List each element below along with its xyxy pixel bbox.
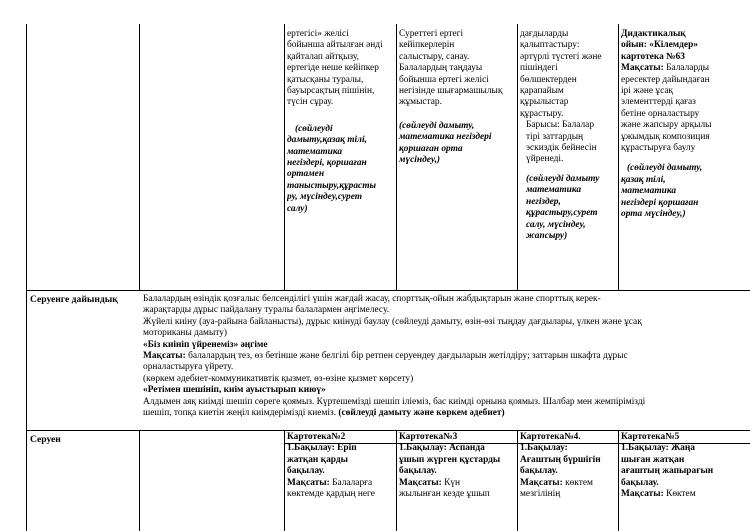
- text-line: тірі заттардың: [526, 131, 584, 142]
- col-border-4: [396, 24, 397, 290]
- walk-card-3: [520, 432, 617, 500]
- row-divider-1: [26, 290, 750, 291]
- row-label-walk-prep: Серуенге дайындық: [30, 294, 118, 305]
- observation-line: бақылау.: [399, 466, 437, 477]
- conversation-title: «Біз киініп үйренеміз» әңгіме: [143, 339, 268, 350]
- text-line: салыстыру, санау.: [399, 51, 470, 62]
- observation-line: бақылау.: [621, 477, 659, 488]
- text-line: құрастыруға баулу: [621, 143, 696, 154]
- text-line: қатысқаны туралы,: [287, 74, 364, 85]
- subject-note: мүсіндеу,): [399, 155, 441, 166]
- subject-note: ру, мүсіндеу,сурет: [287, 192, 363, 203]
- text-line: Суреттегі ертегі: [399, 29, 464, 39]
- subject-note: негіздері қоршаған: [621, 197, 699, 208]
- text-line: Жүйелі киіну (ауа-райына байланысты), дұрыс киінуді баулау (сөйлеуді дамыту, өзін-өзі тыңдау дағдылары, үлкен және ұсақ: [143, 316, 642, 327]
- subject-note: математика: [287, 146, 343, 157]
- text-line: Балаларды: [663, 63, 710, 74]
- observation-line: жатқан қарды: [287, 454, 348, 465]
- text-line: мезгілінің: [520, 489, 561, 500]
- text-line: құрастыру.: [520, 108, 564, 119]
- subject-note: негіздер,: [526, 196, 561, 207]
- text-line: ірі және ұсақ: [621, 86, 674, 97]
- walk-card-4: [621, 432, 749, 500]
- subject-note: математика: [621, 186, 677, 197]
- row-label-walk: Серуен: [30, 434, 61, 445]
- row-divider-2: [26, 430, 750, 431]
- text-line: көктем: [562, 477, 593, 488]
- text-line: ұжымдық композиция: [621, 131, 710, 142]
- text-line: жылынған кезде ұшып: [399, 489, 490, 500]
- text-line: Барысы: Балалар: [526, 120, 595, 131]
- subject-note: құрастыру,сурет: [526, 208, 598, 219]
- text-line: қайталап айтқызу,: [287, 51, 359, 62]
- text-line: Балалардың өзіндік қозғалыс белсенділігі үшін жағдай жасау, спорттық-ойын жабдықтарын және спорттық керек-: [143, 294, 601, 304]
- text-line: элементтерді қағаз: [621, 97, 696, 108]
- text-line: құрылыстар: [520, 97, 569, 108]
- walk-card-1: [287, 432, 395, 500]
- col-border-6-walk: [618, 430, 619, 531]
- col-border-label-walk: [139, 430, 140, 531]
- subject-note: (сөйлеуді дамыту,: [627, 163, 703, 174]
- text-line: (көркем әдебиет-коммуникативтік қызмет, өз-өзіне қызмет көрсету): [143, 373, 414, 384]
- text-line: моториканы дамыту): [143, 328, 228, 339]
- subject-note: математика: [526, 185, 582, 196]
- col-border-label: [139, 24, 140, 290]
- subject-note: ортамен: [287, 169, 325, 180]
- text-line: балалардың тез, өз бетінше және белгілі бір ретпен серуендеу дағдыларын жетілдіру; заттарын шкафта дұрыс: [185, 351, 628, 362]
- text-line: бойынша айтылған әнді: [287, 40, 383, 51]
- observation-line: Ағаштың бүршігін: [520, 454, 601, 465]
- subject-note: қазақ тілі,: [621, 174, 666, 185]
- observation-line: бақылау.: [520, 466, 558, 477]
- subject-note: салу): [287, 203, 308, 214]
- subject-note: салу, мүсіндеу,: [526, 219, 586, 230]
- text-line: Көктем: [663, 489, 696, 500]
- subject-note: (сөйлеуді дамыту: [526, 173, 600, 184]
- subject-note: орта мүсіндеу,): [621, 209, 686, 220]
- activity-title: «Ретімен шешініп, киім ауыстырып киюү»: [143, 385, 326, 396]
- text-line: ертегіде неше кейіпкер: [287, 63, 379, 74]
- text-line: бауырсақтың пішінін,: [287, 86, 375, 97]
- walk-card-2: [399, 432, 516, 500]
- card-title: Картотека№5: [621, 432, 680, 442]
- top-col6-cell: [621, 29, 749, 221]
- observation-line: бақылау.: [287, 466, 325, 477]
- game-title: Дидактикалық: [621, 29, 686, 39]
- text-line: бетіне орналастыру: [621, 108, 700, 119]
- observation-line: ұшып жүрген құстарды: [399, 454, 501, 465]
- subject-note: (сөйлеуді: [295, 123, 333, 134]
- subject-note: негіздері, қоршаған: [287, 158, 367, 169]
- text-line: жарақтарды дұрыс пайдалану туралы балалармен әңгімелесу.: [143, 305, 390, 316]
- col-border-6: [618, 24, 619, 290]
- maqsat-label: Мақсаты:: [621, 63, 664, 74]
- game-title: картотека №63: [621, 51, 685, 62]
- text-line: және жапсыру арқылы: [621, 120, 712, 131]
- observation-line: шыған жатқан: [621, 454, 685, 465]
- observation-line: 1.Бақылау: Жаңа: [621, 443, 695, 454]
- subject-note: таныстыру,құрасты: [287, 180, 377, 191]
- top-col4-cell: [399, 29, 527, 166]
- text-line: бөлшектерден: [520, 74, 577, 85]
- text-line: Күн: [441, 477, 461, 488]
- text-line: Алдымен аяқ киімді шешіп сөреге қоямыз. Күртешемізді шешіп іліеміз, бас киімді орнына қоямыз. Шалбар мен жемпірімізді: [143, 396, 646, 407]
- subject-note: қоршаған орта: [399, 143, 463, 154]
- text-line: әртүрлі түстегі және: [520, 51, 602, 62]
- prep-text-block: [143, 294, 750, 419]
- top-col3-cell: [287, 29, 395, 215]
- text-line: бойынша ертегі желісі: [399, 74, 489, 85]
- text-line: ертегісі» желісі: [287, 29, 349, 39]
- subject-note: жапсыру): [526, 230, 568, 241]
- col-border-3: [284, 24, 285, 290]
- top-col5-cell: [520, 29, 617, 242]
- text-line: эскиздік бейнесін: [526, 143, 597, 154]
- maqsat-label: Мақсаты:: [143, 351, 186, 362]
- text-line: негізінде шығармашылық: [399, 86, 503, 97]
- text-line: орналастыруға үйрету.: [143, 362, 234, 373]
- text-line: қалыптастыру:: [520, 40, 580, 51]
- text-line: көктемде қардың неге: [287, 489, 375, 500]
- observation-line: 1.Бақылау:: [520, 443, 568, 454]
- text-line: жұмыстар.: [399, 97, 442, 108]
- observation-line: 1.Бақылау: Аспанда: [399, 443, 485, 454]
- subject-note: математика негіздері: [399, 132, 492, 143]
- text-line: қарапайым: [520, 86, 564, 97]
- card-title: Картотека№4.: [520, 432, 581, 442]
- text-line: кейіпкерлерін: [399, 40, 455, 51]
- text-line: ересектер дайындаған: [621, 74, 710, 85]
- subject-note: (сөйлеуді дамыту және көркем әдебиет): [336, 408, 505, 419]
- col-border-4-walk: [396, 430, 397, 531]
- text-line: түсін сұрау.: [287, 97, 334, 108]
- subject-note: дамыту,қазақ тілі,: [287, 135, 367, 146]
- text-line: шешіп, топқа киетін жеңіл киімдерімізді киеміз.: [143, 408, 337, 419]
- col-border-left: [26, 24, 27, 531]
- text-line: үйренеді.: [526, 154, 564, 165]
- subject-note: (сөйлеуді дамыту,: [399, 120, 475, 131]
- text-line: Балаларға: [329, 477, 373, 488]
- text-line: дағдыларды: [520, 29, 569, 39]
- maqsat-label: Мақсаты:: [621, 489, 664, 500]
- maqsat-label: Мақсаты:: [287, 477, 330, 488]
- text-line: Балалардың таңдауы: [399, 63, 483, 74]
- card-title: Картотека№2: [287, 432, 346, 442]
- col-border-3-walk: [284, 430, 285, 531]
- text-line: пішіндегі: [520, 63, 558, 74]
- maqsat-label: Мақсаты:: [520, 477, 563, 488]
- maqsat-label: Мақсаты:: [399, 477, 442, 488]
- game-title: ойын: «Кілемдер»: [621, 40, 698, 51]
- observation-line: ағаштың жапырағын: [621, 466, 714, 477]
- observation-line: 1.Бақылау: Еріп: [287, 443, 357, 454]
- col-border-5-walk: [517, 430, 518, 531]
- card-title: Картотека№3: [399, 432, 458, 442]
